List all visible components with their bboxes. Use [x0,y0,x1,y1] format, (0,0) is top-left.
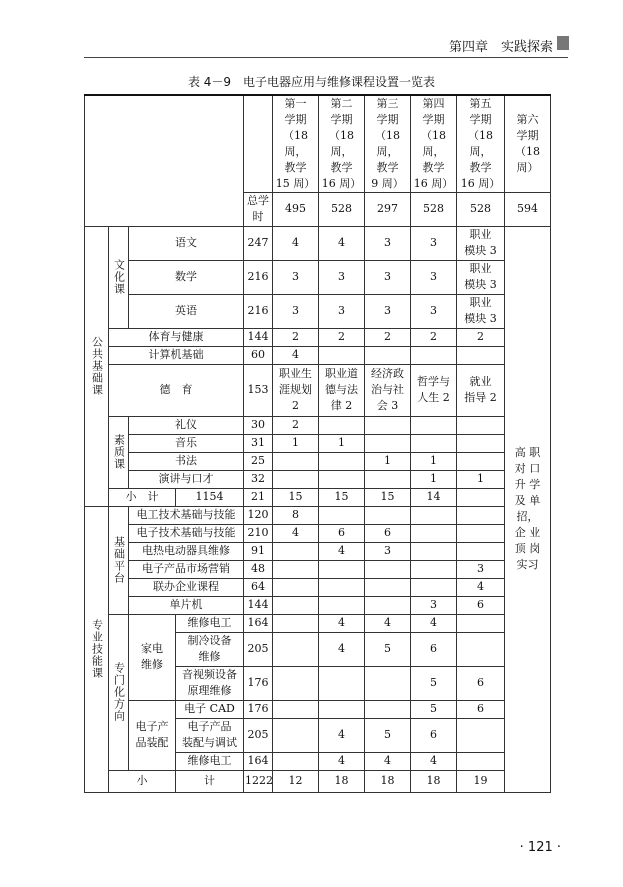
subtotal-cell: 18 [319,770,365,792]
course-name: 电子产品市场营销 [129,560,244,578]
semester-cell: 4 [411,752,457,770]
semester-cell [411,416,457,434]
assembly-label: 电子产 品装配 [129,700,176,770]
semester-cell [365,506,411,524]
semester-cell [319,452,365,470]
course-name: 电热电动器具维修 [129,542,244,560]
course-hours: 164 [244,614,273,632]
semester-cell [365,434,411,452]
semester-cell: 1 [457,470,505,488]
semester-cell [411,524,457,542]
course-name: 电工技术基础与技能 [129,506,244,524]
semester-cell [457,542,505,560]
corner-cell [85,95,244,226]
semester-cell: 4 [319,718,365,752]
semester-cell: 8 [273,506,319,524]
semester-cell [365,700,411,718]
semester-cell [319,470,365,488]
semester-header: 第五 学期 （18 周， 教学 16 周） [457,95,505,192]
subtotal-cell: 19 [457,770,505,792]
semester-cell [319,416,365,434]
course-name: 语文 [129,226,244,260]
course-name: 书法 [129,452,244,470]
semester-cell: 6 [365,524,411,542]
semester-cell [411,578,457,596]
semester-cell: 4 [273,524,319,542]
semester-cell [319,506,365,524]
sixth-semester-note: 高 职 对 口 升 学 及 单 招， 企 业 顶 岗 实习 [505,226,551,792]
semester-cell: 3 [411,260,457,294]
semester-cell [365,416,411,434]
semester-cell: 6 [457,596,505,614]
semester-cell: 5 [411,700,457,718]
base-platform-label: 基础平台 [109,506,129,614]
semester-cell: 4 [457,578,505,596]
course-hours: 144 [244,328,273,346]
semester-cell: 3 [411,226,457,260]
subtotal-hours: 1154 [176,488,244,506]
course-name: 计算机基础 [109,346,244,364]
semester-cell [273,452,319,470]
course-hours: 205 [244,718,273,752]
semester-cell: 4 [319,542,365,560]
total-hours-cell: 594 [505,192,551,226]
header-rule [84,57,568,58]
course-hours: 25 [244,452,273,470]
semester-cell [319,560,365,578]
semester-cell: 3 [273,294,319,328]
semester-cell: 1 [273,434,319,452]
course-hours: 31 [244,434,273,452]
semester-header: 第三 学期 （18 周， 教学 9 周） [365,95,411,192]
semester-cell [457,452,505,470]
course-hours: 144 [244,596,273,614]
total-hours-cell: 495 [273,192,319,226]
semester-cell [273,560,319,578]
semester-cell [365,560,411,578]
course-hours: 205 [244,632,273,666]
course-name: 体育与健康 [109,328,244,346]
semester-cell: 4 [319,632,365,666]
subtotal-cell: 14 [411,488,457,506]
semester-cell: 职业生 涯规划 2 [273,364,319,416]
semester-cell [365,578,411,596]
course-name: 维修电工 [176,752,244,770]
semester-cell: 2 [319,328,365,346]
course-table [84,94,551,793]
semester-cell: 2 [273,416,319,434]
semester-cell [457,506,505,524]
semester-cell: 哲学与 人生 2 [411,364,457,416]
semester-header: 第四 学期 （18 周， 教学 16 周） [411,95,457,192]
semester-cell [411,434,457,452]
semester-cell: 3 [457,560,505,578]
semester-cell: 职业 模块 3 [457,260,505,294]
semester-cell: 职业道 德与法 律 2 [319,364,365,416]
semester-cell [365,470,411,488]
semester-cell: 职业 模块 3 [457,294,505,328]
semester-cell: 6 [411,718,457,752]
semester-header: 第一 学期 （18 周， 教学 15 周） [273,95,319,192]
course-name: 德 育 [109,364,244,416]
semester-cell [273,614,319,632]
semester-cell [319,666,365,700]
semester-cell: 2 [365,328,411,346]
course-hours: 176 [244,666,273,700]
semester-cell [457,434,505,452]
semester-cell: 3 [411,294,457,328]
course-hours: 64 [244,578,273,596]
course-hours: 164 [244,752,273,770]
semester-cell [365,346,411,364]
semester-cell [273,542,319,560]
total-hours-cell: 528 [411,192,457,226]
semester-cell [457,346,505,364]
semester-cell: 3 [319,294,365,328]
course-name: 音视频设备 原理维修 [176,666,244,700]
semester-cell: 4 [319,614,365,632]
course-hours: 32 [244,470,273,488]
semester-cell: 5 [411,666,457,700]
semester-cell [273,578,319,596]
home-appliance-label: 家电 维修 [129,614,176,700]
subtotal-cell: 12 [273,770,319,792]
course-name: 维修电工 [176,614,244,632]
semester-cell: 3 [273,260,319,294]
semester-cell [319,578,365,596]
total-hours-label: 总学 时 [244,192,273,226]
semester-cell: 6 [457,666,505,700]
semester-cell [365,596,411,614]
semester-cell: 6 [457,700,505,718]
semester-cell: 4 [319,226,365,260]
subtotal-cell: 15 [365,488,411,506]
public-course-label: 公共基础课 [85,226,109,506]
semester-header: 第六 学期 （18 周） [505,95,551,192]
course-name: 电子技术基础与技能 [129,524,244,542]
semester-cell [273,596,319,614]
semester-cell [273,632,319,666]
semester-cell: 1 [411,452,457,470]
course-name: 礼仪 [129,416,244,434]
course-hours: 216 [244,260,273,294]
semester-cell: 2 [273,328,319,346]
semester-cell [319,346,365,364]
course-name: 电子 CAD [176,700,244,718]
semester-cell: 6 [411,632,457,666]
semester-cell: 3 [365,260,411,294]
subtotal-label-b: 计 [176,770,244,792]
semester-cell [319,596,365,614]
semester-cell [273,718,319,752]
semester-cell: 3 [365,226,411,260]
total-hours-cell: 297 [365,192,411,226]
course-name: 联办企业课程 [129,578,244,596]
course-hours: 247 [244,226,273,260]
semester-cell: 就业 指导 2 [457,364,505,416]
course-hours: 210 [244,524,273,542]
course-name: 音乐 [129,434,244,452]
semester-cell [457,632,505,666]
semester-cell [319,700,365,718]
page-number: · 121 · [519,840,561,855]
semester-cell [273,752,319,770]
course-name: 电子产品 装配与调试 [176,718,244,752]
semester-cell: 5 [365,632,411,666]
semester-cell: 3 [411,596,457,614]
semester-cell [411,506,457,524]
semester-cell: 4 [319,752,365,770]
course-hours: 176 [244,700,273,718]
semester-cell: 5 [365,718,411,752]
culture-course-label: 文化课 [109,226,129,328]
semester-cell [457,524,505,542]
subtotal-label: 小 计 [109,488,176,506]
semester-cell: 2 [457,328,505,346]
course-hours: 216 [244,294,273,328]
course-name: 单片机 [129,596,244,614]
total-hours-cell: 528 [319,192,365,226]
semester-cell: 4 [411,614,457,632]
semester-cell: 6 [319,524,365,542]
semester-cell [457,614,505,632]
running-head: 第四章 实践探索 [448,40,553,55]
subtotal-label-a: 小 [109,770,176,792]
semester-cell [273,470,319,488]
semester-cell [273,666,319,700]
course-name: 制冷设备 维修 [176,632,244,666]
semester-cell: 4 [365,614,411,632]
semester-cell [411,542,457,560]
course-name: 英语 [129,294,244,328]
course-hours: 153 [244,364,273,416]
semester-cell [457,752,505,770]
course-name: 数学 [129,260,244,294]
course-hours: 60 [244,346,273,364]
empty-cell [244,95,273,192]
semester-cell: 3 [365,294,411,328]
course-hours: 120 [244,506,273,524]
table-title: 表 4－9 电子电器应用与维修课程设置一览表 [187,75,436,89]
subtotal-cell: 21 [244,488,273,506]
quality-course-label: 素质课 [109,416,129,488]
semester-cell: 4 [273,226,319,260]
semester-cell [411,560,457,578]
total-hours-cell: 528 [457,192,505,226]
chapter-mark-icon [557,36,569,50]
semester-cell [273,700,319,718]
subtotal-cell: 18 [411,770,457,792]
semester-cell: 1 [319,434,365,452]
semester-cell: 2 [411,328,457,346]
semester-cell [457,416,505,434]
semester-cell: 1 [365,452,411,470]
semester-cell [457,718,505,752]
semester-cell: 3 [319,260,365,294]
specialization-label: 专门化方向 [109,614,129,770]
course-hours: 48 [244,560,273,578]
subtotal-cell: 18 [365,770,411,792]
major-course-label: 专业技能课 [85,506,109,792]
semester-cell: 4 [365,752,411,770]
semester-cell: 1 [411,470,457,488]
subtotal-cell: 15 [319,488,365,506]
subtotal-hours: 1222 [244,770,273,792]
course-name: 演讲与口才 [129,470,244,488]
semester-cell: 经济政 治与社 会 3 [365,364,411,416]
subtotal-cell: 15 [273,488,319,506]
course-hours: 91 [244,542,273,560]
semester-cell [411,346,457,364]
semester-cell: 4 [273,346,319,364]
semester-cell [365,666,411,700]
course-hours: 30 [244,416,273,434]
semester-cell: 3 [365,542,411,560]
semester-cell: 职业 模块 3 [457,226,505,260]
semester-header: 第二 学期 （18 周， 教学 16 周） [319,95,365,192]
